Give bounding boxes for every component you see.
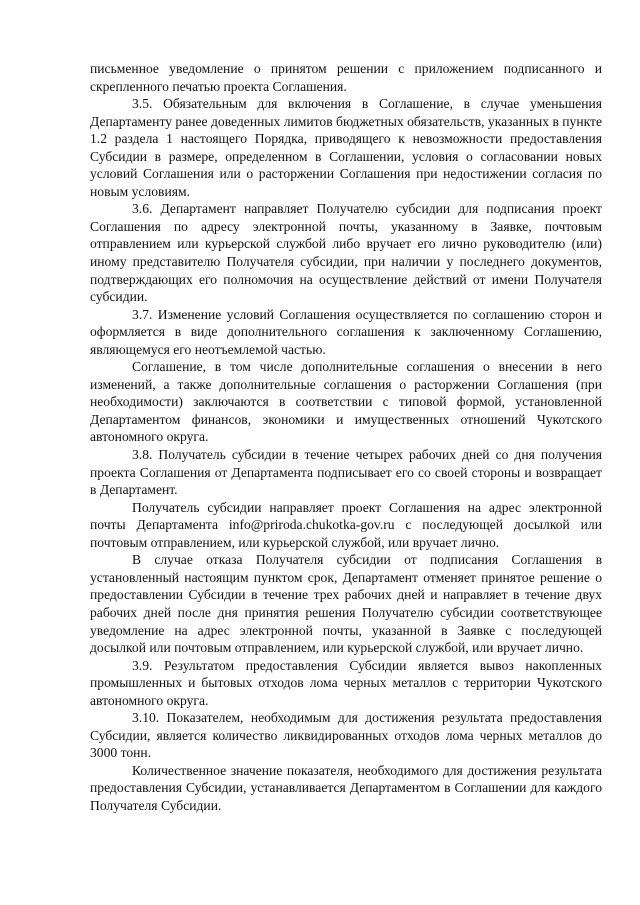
paragraph-3-8: 3.8. Получатель субсидии в течение четырех рабочих дней со дня получения проекта Соглашения от Департамента подписывает его со своей стороны и возвращает в Департамент. <box>90 447 602 498</box>
paragraph-email-delivery: Получатель субсидии направляет проект Соглашения на адрес электронной почты Департамента info@priroda.chukotka-gov.ru с последующей досылкой или почтовым отправлением, или курьерской службой, или вручает лично. <box>90 499 602 550</box>
paragraph-3-10: 3.10. Показателем, необходимым для достижения результата предоставления Субсидии, является количество ликвидированных отходов лома черных металлов до 3000 тонн. <box>90 710 602 761</box>
paragraph-agreement-form: Соглашение, в том числе дополнительные соглашения о внесении в него изменений, а также дополнительные соглашения о расторжении Соглашения (при необходимости) заключаются в соответствии с типовой формой, установленной Департаментом финансов, экономики и имущественных отношений Чукотского автономного округа. <box>90 359 602 445</box>
paragraph-3-9: 3.9. Результатом предоставления Субсидии является вывоз накопленных промышленных и бытовых отходов лома черных металлов с территории Чукотского автономного округа. <box>90 657 602 708</box>
paragraph-indicator-value: Количественное значение показателя, необходимого для достижения результата предоставления Субсидии, устанавливается Департаментом в Соглашении для каждого Получателя Субсидии. <box>90 762 602 813</box>
paragraph-3-7: 3.7. Изменение условий Соглашения осуществляется по соглашению сторон и оформляется в виде дополнительного соглашения к заключенному Соглашению, являющемуся его неотъемлемой частью. <box>90 306 602 357</box>
paragraph-refusal: В случае отказа Получателя субсидии от подписания Соглашения в установленный настоящим пунктом срок, Департамент отменяет принятое решение о предоставлении Субсидии в течение трех рабочих дней и направляет в течение двух рабочих дней после дня принятия решения Получателю субсидии соответствующее уведомление на адрес электронной почты, указанной в Заявке с последующей досылкой или почтовым отправлением, или курьерской службой, или вручает лично. <box>90 552 602 656</box>
document-page <box>90 60 602 815</box>
paragraph-3-6: 3.6. Департамент направляет Получателю субсидии для подписания проект Соглашения по адресу электронной почты, указанному в Заявке, почтовым отправлением или курьерской службой либо вручает его лично руководителю (или) иному представителю Получателя субсидии, при наличии у последнего документов, подтверждающих его полномочия на осуществление действий от имени Получателя субсидии. <box>90 201 602 305</box>
paragraph-continuation: письменное уведомление о принятом решении с приложением подписанного и скрепленного печатью проекта Соглашения. <box>90 61 602 94</box>
paragraph-3-5: 3.5. Обязательным для включения в Соглашение, в случае уменьшения Департаменту ранее доведенных лимитов бюджетных обязательств, указанных в пункте 1.2 раздела 1 настоящего Порядка, приводящего к невозможности предоставления Субсидии в размере, определенном в Соглашении, условия о согласовании новых условий Соглашения или о расторжении Соглашения при недостижении согласия по новым условиям. <box>90 96 603 199</box>
